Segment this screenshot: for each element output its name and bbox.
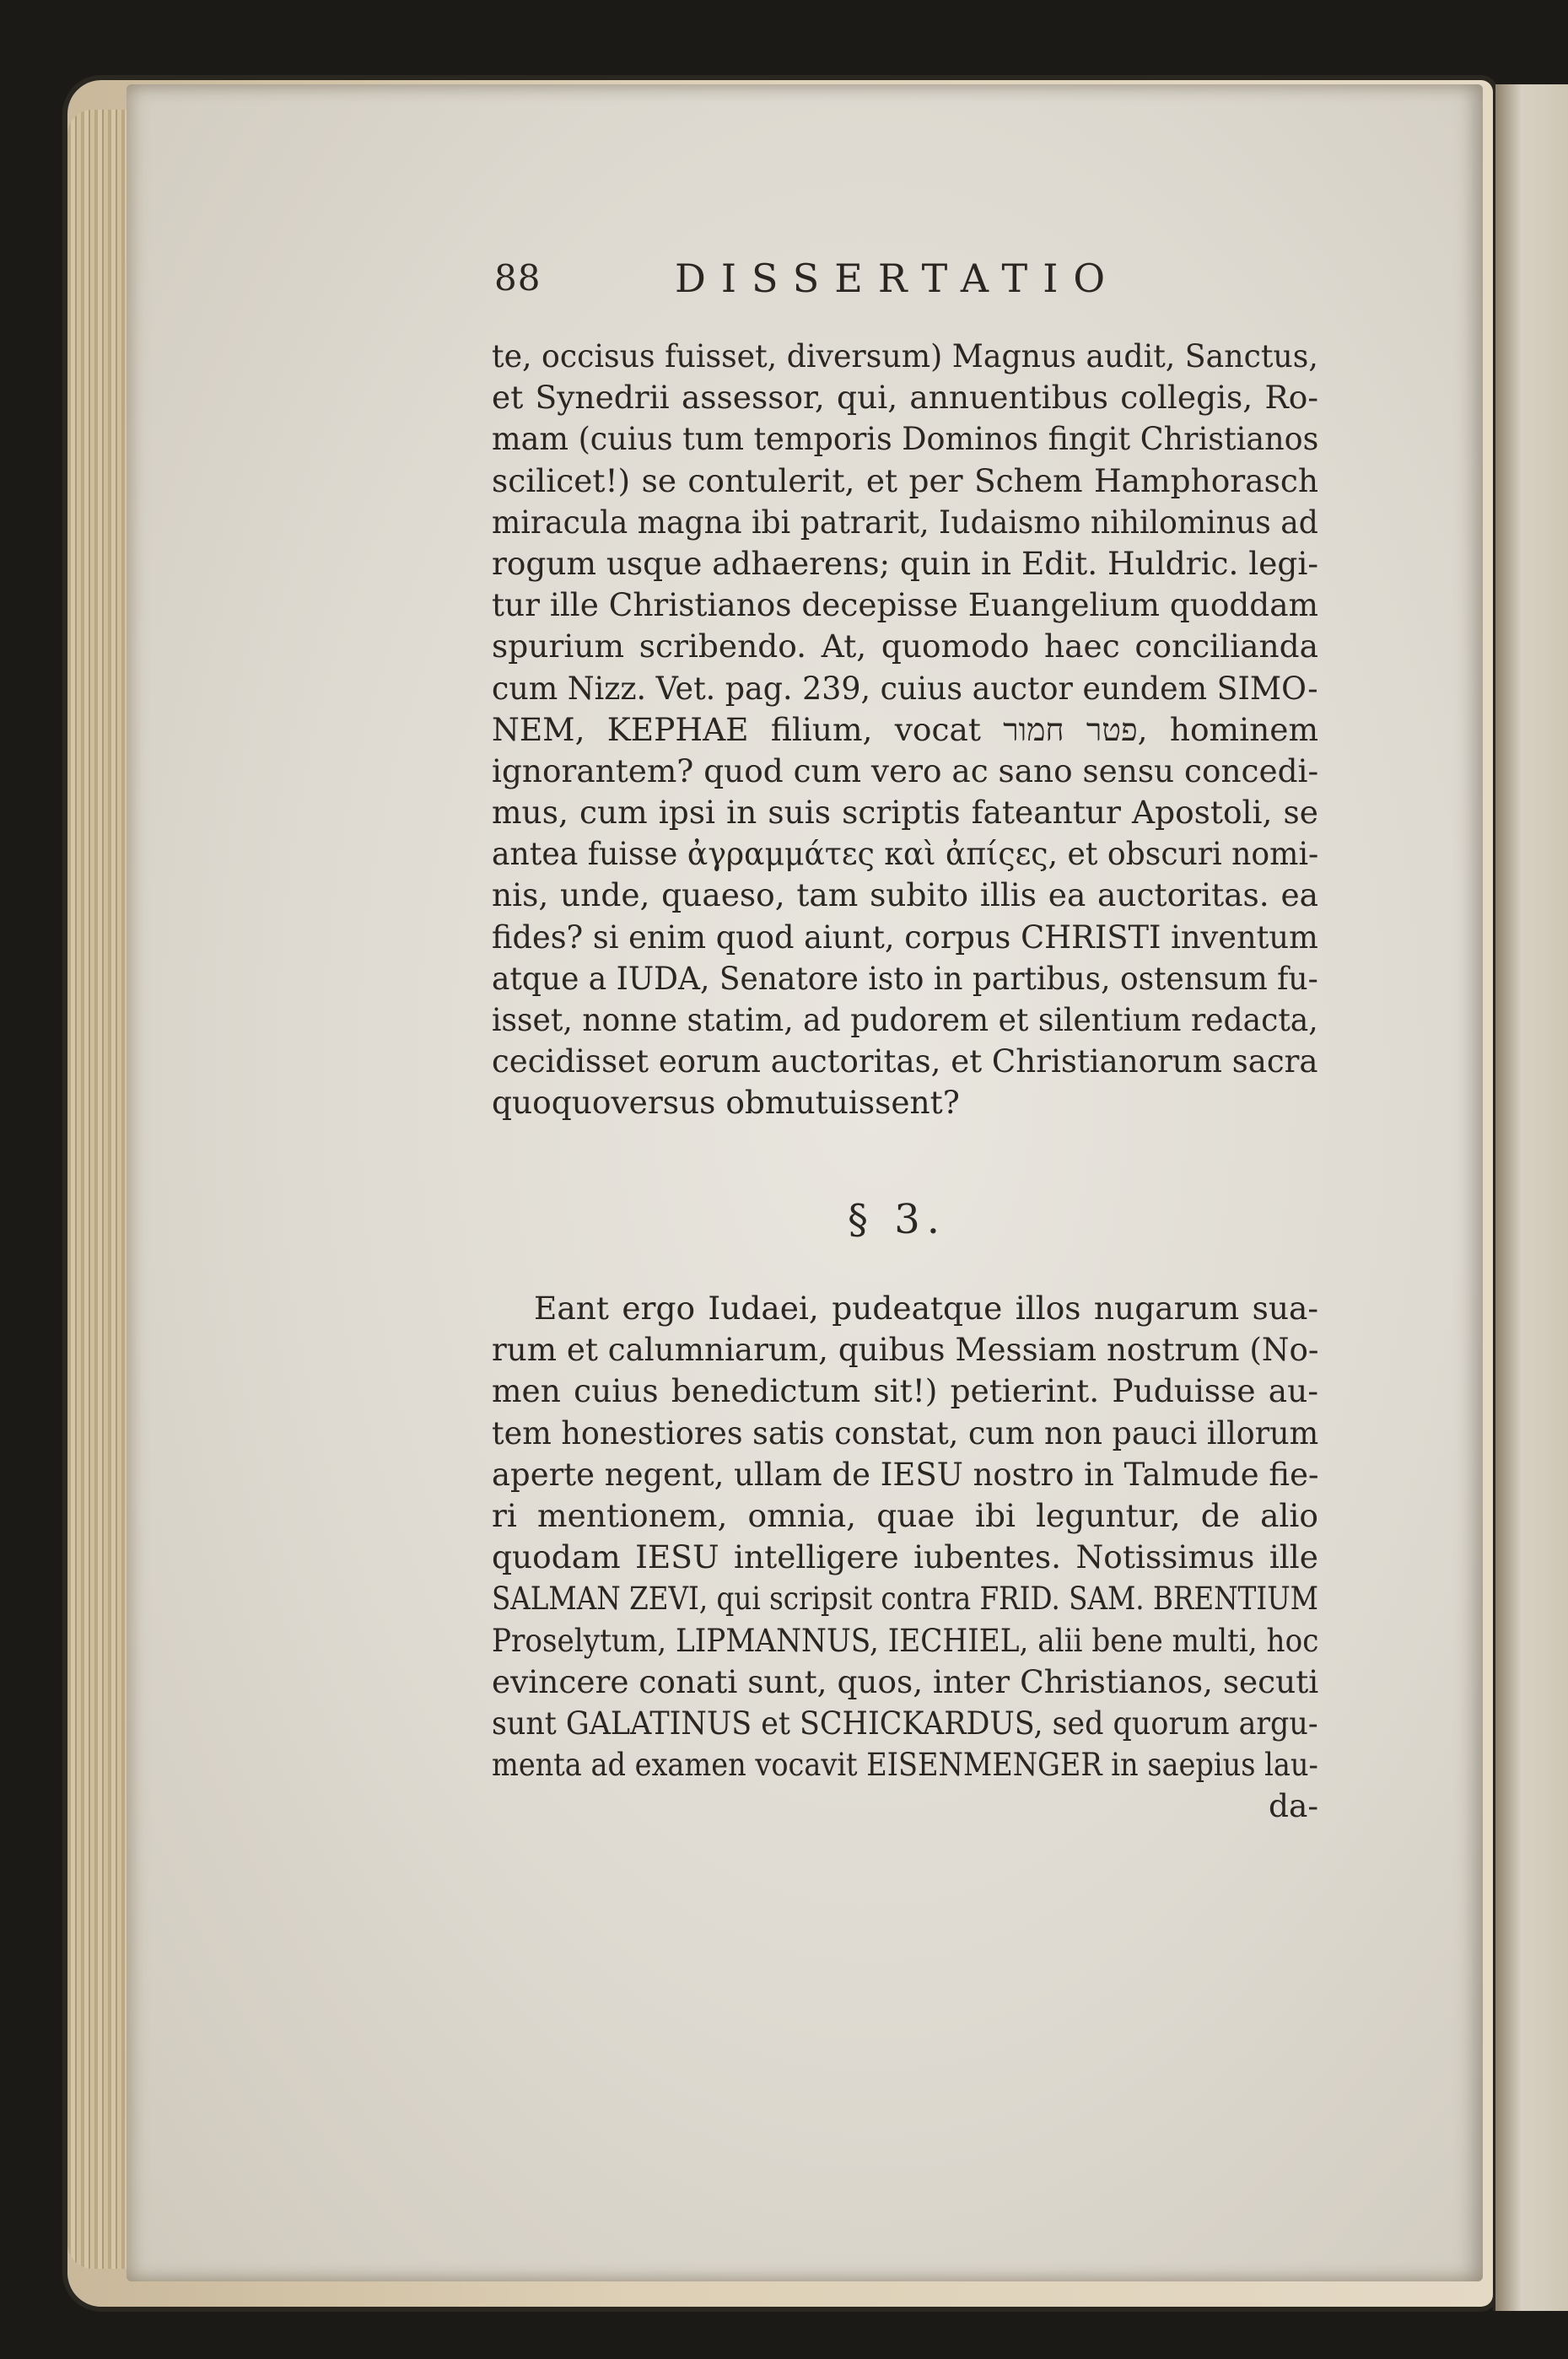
text-line: te, occisus fuisset, diversum) Magnus audit, Sanctus, xyxy=(492,337,1318,374)
text-line: men cuius benedictum sit!) petierint. Puduisse au- xyxy=(492,1372,1318,1410)
text-line: fides? si enim quod aiunt, corpus CHRISTI inventum xyxy=(492,918,1318,956)
text-line: aperte negent, ullam de IESU nostro in Talmude fie- xyxy=(492,1455,1319,1493)
text-line: spurium scribendo. At, quomodo haec concilianda xyxy=(492,627,1318,665)
text-line: ri mentionem, omnia, quae ibi leguntur, de alio xyxy=(492,1496,1318,1534)
text-line: rum et calumniarum, quibus Messiam nostrum (No- xyxy=(492,1331,1319,1369)
catchword: da- xyxy=(1268,1787,1318,1825)
text-line: scilicet!) se contulerit, et per Schem Hamphorasch xyxy=(492,461,1318,499)
text-line: cecidisset eorum auctoritas, et Christianorum sacra xyxy=(492,1042,1318,1080)
text-line: rogum usque adhaerens; quin in Edit. Huldric. legi- xyxy=(492,544,1318,582)
text-line: cum Nizz. Vet. pag. 239, cuius auctor eundem SIMO- xyxy=(492,669,1318,707)
text-line: tem honestiores satis constat, cum non pauci illorum xyxy=(492,1414,1319,1451)
paragraph-1 xyxy=(492,336,1318,1124)
text-line: mam (cuius tum temporis Dominos fingit Christianos xyxy=(492,420,1319,458)
text-line: quodam IESU intelligere iubentes. Notissimus ille xyxy=(492,1538,1318,1576)
text-line: isset, nonne statim, ad pudorem et silentium redacta, xyxy=(492,1001,1318,1038)
text-line: SALMAN ZEVI, qui scripsit contra FRID. SAM. BRENTIUM xyxy=(492,1580,1318,1618)
text-line: nis, unde, quaeso, tam subito illis ea auctoritas. ea xyxy=(492,876,1318,914)
text-line: Proselytum, LIPMANNUS, IECHIEL, alii bene multi, hoc xyxy=(492,1621,1319,1659)
text-line: et Synedrii assessor, qui, annuentibus collegis, Ro- xyxy=(492,379,1318,417)
text-line: sunt GALATINUS et SCHICKARDUS, sed quorum argu- xyxy=(492,1704,1318,1742)
text-line: antea fuisse ἀγραμμάτες καὶ ἀπίςες, et obscuri nomi- xyxy=(492,835,1319,873)
text-line: quoquoversus obmutuissent? xyxy=(492,1084,960,1122)
text-line: atque a IUDA, Senatore isto in partibus, ostensum fu- xyxy=(492,959,1318,997)
text-line: Eant ergo Iudaei, pudeatque illos nugarum sua- xyxy=(534,1290,1318,1327)
section-heading: § 3. xyxy=(848,1196,947,1243)
text-line: miracula magna ibi patrarit, Iudaismo nihilominus ad xyxy=(492,503,1318,541)
text-line: mus, cum ipsi in suis scriptis fateantur Apostoli, se xyxy=(492,794,1318,832)
text-line: ignorantem? quod cum vero ac sano sensu concedi- xyxy=(492,751,1319,789)
text-line: menta ad examen vocavit EISENMENGER in saepius lau- xyxy=(492,1746,1318,1784)
text-line: evincere conati sunt, quos, inter Christianos, secuti xyxy=(492,1662,1319,1700)
text-line: tur ille Christianos decepisse Euangelium quoddam xyxy=(492,586,1318,624)
facing-page-edge xyxy=(1493,84,1568,2311)
text-line: NEM, KEPHAE filium, vocat פטר חמור, hominem xyxy=(492,710,1318,748)
page-number: 88 xyxy=(494,257,542,299)
running-head: DISSERTATIO xyxy=(675,256,1121,301)
paragraph-2 xyxy=(492,1288,1318,1827)
